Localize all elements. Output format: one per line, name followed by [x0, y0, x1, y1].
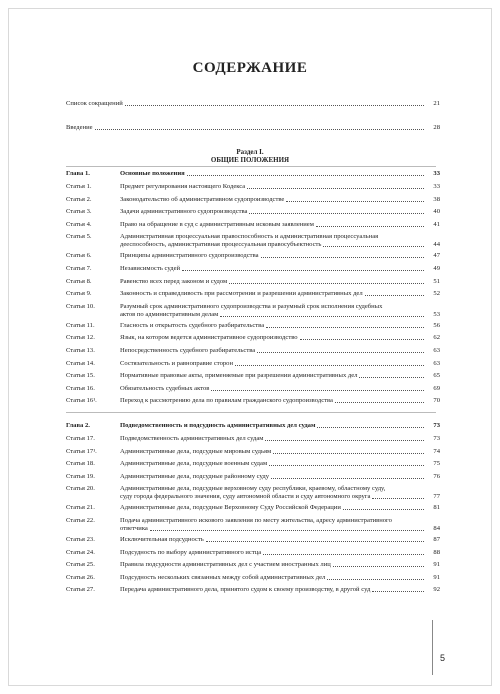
entry-page: 33 — [433, 170, 440, 177]
leader-dots — [235, 365, 424, 366]
page-title: СОДЕРЖАНИЕ — [192, 60, 308, 76]
toc-entry — [66, 290, 440, 298]
leader-dots — [257, 352, 424, 353]
entry-title: Административные дела, подсудные военным судам — [120, 460, 268, 468]
leader-dots — [323, 246, 424, 247]
entry-page: 33 — [433, 183, 440, 190]
toc-entry — [66, 322, 440, 330]
entry-label: Статья 21. — [66, 504, 95, 512]
toc-entry — [66, 183, 440, 191]
entry-title: Правила подсудности административных дел с участием иностранных лиц — [120, 561, 331, 569]
leader-dots — [229, 283, 424, 284]
entry-page: 70 — [433, 397, 440, 405]
entry-label: Статья 22. — [66, 517, 95, 524]
entry-label: Статья 20. — [66, 485, 95, 493]
entry-page: 91 — [433, 573, 440, 581]
leader-dots — [300, 339, 424, 340]
toc-entry — [66, 360, 440, 368]
entry-title: Равенство всех перед законом и судом — [120, 277, 228, 285]
entry-page: 74 — [433, 447, 440, 455]
section-title: ОБЩИЕ ПОЛОЖЕНИЯ — [210, 156, 290, 164]
section-label: Раздел I. — [236, 148, 264, 156]
leader-dots — [343, 509, 424, 510]
leader-dots — [249, 213, 424, 214]
entry-title-line1: Подача административного искового заявления по месту жительства, адресу административного — [120, 517, 392, 524]
toc-entry — [66, 448, 440, 456]
entry-page: 28 — [433, 124, 440, 131]
leader-dots — [286, 201, 424, 202]
leader-dots — [182, 270, 424, 271]
entry-page: 49 — [433, 265, 440, 272]
entry-title: Нормативные правовые акты, применяемые при разрешении административных дел — [120, 372, 358, 380]
page-number: 5 — [440, 653, 446, 663]
entry-page: 87 — [433, 536, 440, 543]
entry-page: 84 — [433, 525, 440, 532]
entry-label: Статья 25. — [66, 561, 95, 569]
entry-page: 91 — [433, 561, 440, 569]
entry-title-line1: Административные дела, подсудные верховному суду республики, краевому, областному суду, — [120, 485, 386, 493]
entry-label: Статья 8. — [66, 277, 92, 285]
toc-entry — [66, 334, 440, 342]
leader-dots — [220, 316, 424, 317]
entry-page: 47 — [433, 252, 440, 260]
entry-page: 38 — [433, 195, 440, 203]
toc-entry — [66, 265, 440, 273]
entry-label: Статья 17¹. — [66, 447, 97, 455]
leader-dots — [265, 440, 424, 441]
entry-label: Статья 7. — [66, 265, 92, 272]
entry-page: 73 — [433, 435, 440, 442]
toc-entry — [120, 311, 440, 319]
entry-page: 51 — [433, 277, 440, 285]
entry-label: Глава 1. — [66, 170, 90, 177]
divider — [66, 166, 436, 167]
entry-page: 56 — [433, 321, 440, 329]
entry-label: Статья 13. — [66, 347, 95, 354]
toc-entry — [66, 536, 440, 544]
toc-entry — [66, 549, 440, 557]
entry-page: 65 — [433, 372, 440, 380]
toc-entry — [66, 385, 440, 393]
entry-title: Основные положения — [120, 170, 185, 177]
entry-title: Независимость судей — [120, 265, 181, 272]
entry-title: суду города федерального значения, суду автономной области и суду автономного округа — [120, 493, 371, 501]
entry-label: Статья 4. — [66, 220, 92, 228]
entry-title: Подсудность по выбору административного истца — [120, 548, 262, 556]
toc-entry — [66, 586, 440, 594]
entry-page: 63 — [433, 359, 440, 367]
entry-label: Статья 19. — [66, 472, 95, 480]
entry-label: Статья 11. — [66, 321, 95, 329]
entry-label: Статья 10. — [66, 302, 95, 310]
entry-title: Гласность и открытость судебного разбирательства — [120, 321, 265, 329]
leader-dots — [333, 566, 424, 567]
entry-title: Введение — [66, 124, 93, 131]
entry-page: 52 — [433, 290, 440, 298]
front-entry — [66, 124, 440, 132]
entry-label: Статья 16¹. — [66, 397, 97, 405]
entry-title: дееспособность, административная процессуальная правосубъектность — [120, 241, 322, 249]
entry-page: 92 — [433, 586, 440, 594]
entry-label: Статья 9. — [66, 290, 92, 298]
entry-label: Статья 3. — [66, 208, 92, 216]
entry-title: Подведомственность административных дел судам — [120, 435, 264, 442]
toc-entry — [66, 504, 440, 512]
toc-entry — [66, 372, 440, 380]
toc-entry — [120, 493, 440, 501]
entry-title-line1: Административная процессуальная правоспособность и административная процессуальная — [120, 233, 379, 241]
entry-page: 75 — [433, 460, 440, 468]
entry-title-line1: Разумный срок административного судопроизводства и разумный срок исполнения судебных — [120, 302, 383, 310]
toc-entry — [120, 525, 440, 533]
leader-dots — [359, 377, 424, 378]
leader-dots — [327, 579, 424, 580]
toc-entry — [120, 241, 440, 249]
entry-title: Административные дела, подсудные Верховному Суду Российской Федерации — [120, 504, 341, 512]
entry-page: 21 — [433, 100, 440, 107]
toc-entry — [66, 196, 440, 204]
entry-page: 69 — [433, 384, 440, 392]
leader-dots — [150, 530, 424, 531]
leader-dots — [211, 390, 424, 391]
entry-label: Статья 16. — [66, 384, 95, 392]
entry-label: Статья 1. — [66, 183, 92, 190]
leader-dots — [269, 465, 424, 466]
toc-entry — [66, 347, 440, 355]
entry-label: Статья 15. — [66, 372, 95, 380]
leader-dots — [95, 129, 424, 130]
entry-title: Подведомственность и подсудность административных дел судам — [120, 422, 316, 429]
entry-page: 62 — [433, 334, 440, 342]
toc-entry — [66, 252, 440, 260]
entry-label: Статья 14. — [66, 359, 95, 367]
toc-entry — [66, 397, 440, 405]
toc-entry — [66, 435, 440, 443]
leader-dots — [247, 188, 424, 189]
chapter-entry — [66, 170, 440, 178]
entry-title: Подсудность нескольких связанных между собой административных дел — [120, 573, 326, 581]
entry-label: Статья 24. — [66, 548, 95, 556]
toc-entry — [66, 208, 440, 216]
entry-label: Статья 27. — [66, 586, 95, 594]
leader-dots — [273, 453, 424, 454]
entry-title: Переход к рассмотрению дела по правилам гражданского судопроизводства — [120, 397, 333, 405]
entry-title: Обязательность судебных актов — [120, 384, 210, 392]
entry-page: 76 — [433, 472, 440, 480]
entry-page: 44 — [433, 241, 440, 249]
entry-label: Статья 12. — [66, 334, 95, 342]
entry-label: Статья 18. — [66, 460, 95, 468]
entry-title: Непосредственность судебного разбирательства — [120, 347, 256, 354]
leader-dots — [271, 478, 424, 479]
entry-title: Состязательность и равноправие сторон — [120, 359, 233, 367]
leader-dots — [187, 175, 424, 176]
toc-entry — [66, 574, 440, 582]
leader-dots — [372, 498, 424, 499]
entry-label: Статья 23. — [66, 536, 95, 543]
entry-title: Законодательство об административном судопроизводстве — [120, 195, 285, 203]
leader-dots — [317, 427, 424, 428]
entry-title: ответчика — [120, 525, 148, 532]
entry-title: Административные дела, подсудные мировым судьям — [120, 447, 272, 455]
entry-page: 53 — [433, 310, 440, 318]
entry-label: Статья 5. — [66, 233, 92, 241]
entry-label: Глава 2. — [66, 422, 90, 429]
entry-page: 40 — [433, 208, 440, 216]
toc-entry — [66, 473, 440, 481]
entry-title: Язык, на котором ведется административное судопроизводство — [120, 334, 298, 342]
chapter-entry — [66, 422, 440, 430]
leader-dots — [266, 327, 424, 328]
leader-dots — [263, 554, 424, 555]
entry-title: актов по административным делам — [120, 310, 219, 318]
entry-title: Предмет регулирования настоящего Кодекса — [120, 183, 246, 190]
entry-title: Административные дела, подсудные районному суду — [120, 472, 270, 480]
entry-label: Статья 2. — [66, 195, 92, 203]
leader-dots — [335, 402, 424, 403]
entry-title: Задачи административного судопроизводства — [120, 208, 248, 216]
divider — [66, 412, 436, 413]
margin-rule — [432, 620, 433, 675]
leader-dots — [365, 295, 424, 296]
entry-title: Принципы административного судопроизводства — [120, 252, 259, 260]
entry-label: Статья 6. — [66, 252, 92, 260]
leader-dots — [206, 541, 424, 542]
toc-entry — [66, 561, 440, 569]
entry-page: 81 — [433, 504, 440, 512]
toc-entry — [66, 460, 440, 468]
entry-title: Право на обращение в суд с административным исковым заявлением — [120, 220, 314, 228]
entry-label: Статья 17. — [66, 435, 95, 442]
entry-page: 73 — [433, 422, 440, 429]
entry-title: Список сокращений — [66, 100, 123, 107]
leader-dots — [125, 105, 424, 106]
entry-page: 63 — [433, 347, 440, 354]
toc-entry — [66, 221, 440, 229]
entry-page: 88 — [433, 548, 440, 556]
leader-dots — [316, 226, 424, 227]
entry-title: Передача административного дела, принятого судом к своему производству, в другой суд — [120, 586, 371, 594]
entry-label: Статья 26. — [66, 573, 95, 581]
entry-page: 41 — [433, 220, 440, 228]
toc-entry — [66, 278, 440, 286]
entry-title: Законность и справедливость при рассмотрении и разрешении административных дел — [120, 290, 363, 298]
leader-dots — [372, 591, 424, 592]
front-entry — [66, 100, 440, 108]
leader-dots — [261, 257, 424, 258]
entry-title: Исключительная подсудность — [120, 536, 204, 543]
entry-page: 77 — [433, 493, 440, 501]
